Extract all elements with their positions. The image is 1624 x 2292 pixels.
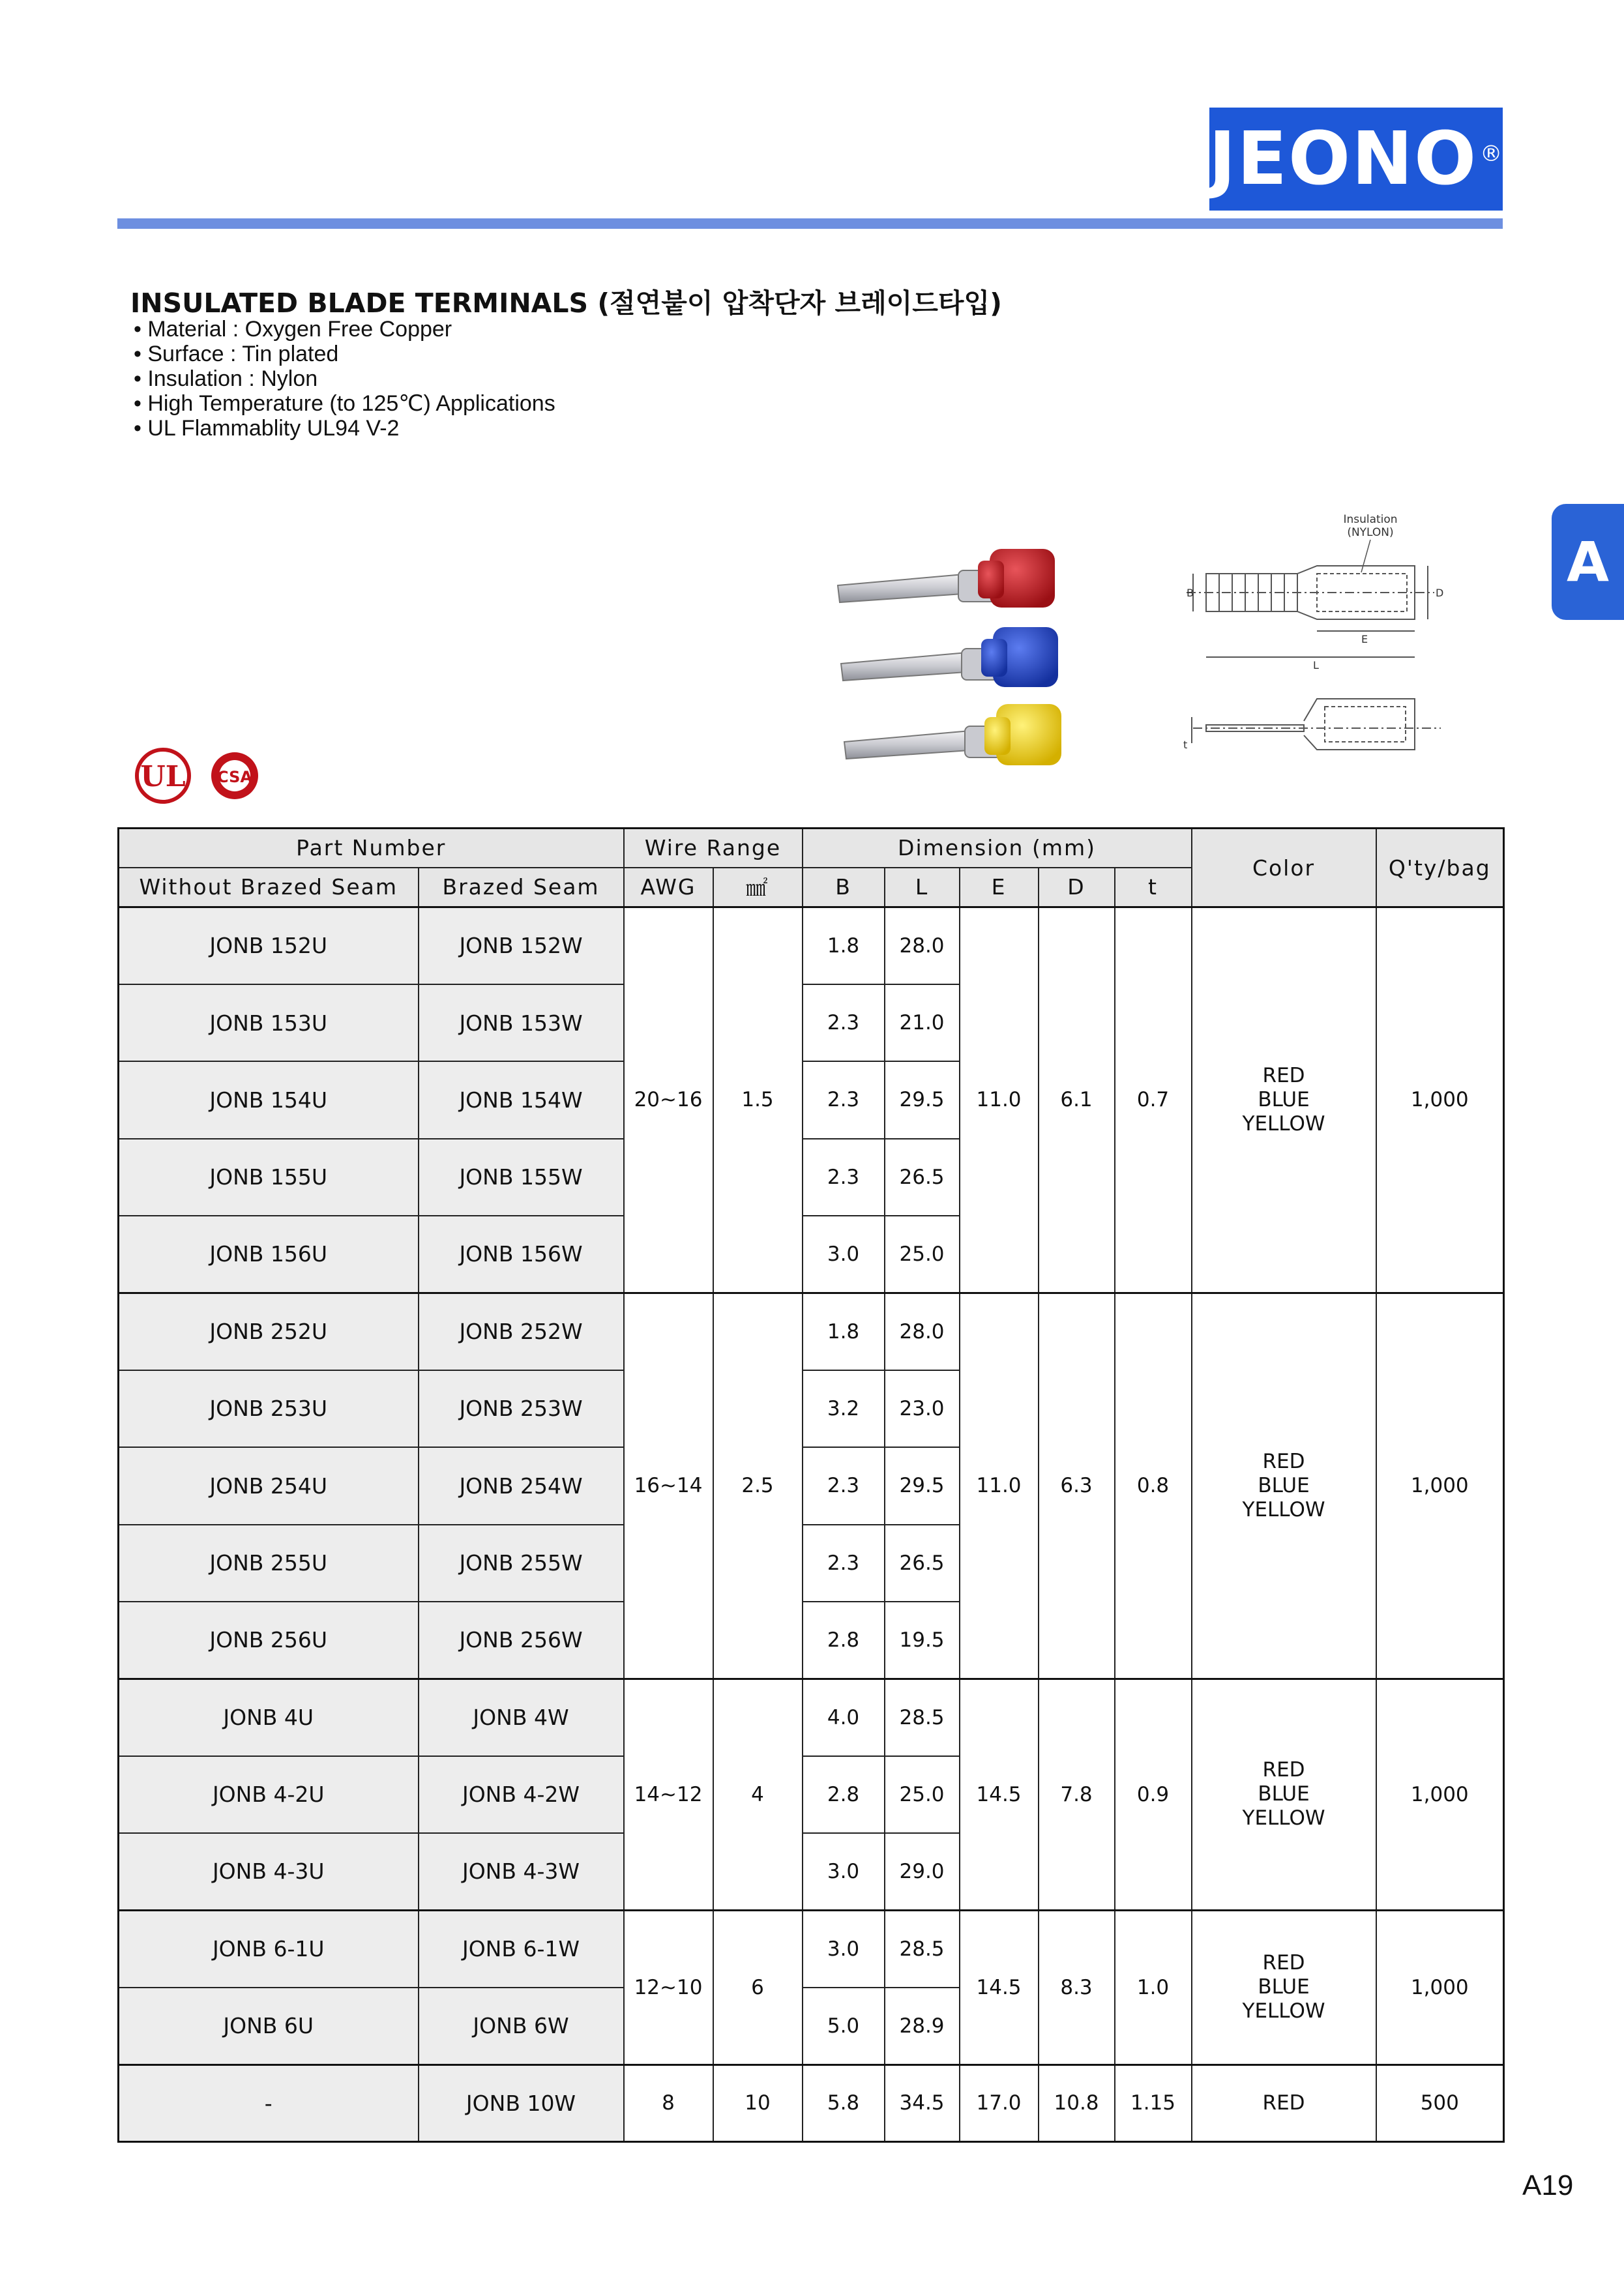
dim-e-cell: 14.5 xyxy=(960,1910,1039,2064)
awg-cell: 14~12 xyxy=(624,1679,713,1910)
part-number-brazed: JONB 156W xyxy=(419,1216,624,1293)
dim-l-cell: 34.5 xyxy=(885,2064,960,2141)
qty-cell: 1,000 xyxy=(1376,1910,1504,2064)
color-value: RED xyxy=(1262,1063,1305,1087)
header-divider xyxy=(117,218,1503,229)
page-number: A19 xyxy=(1522,2169,1574,2201)
part-number-brazed: JONB 152W xyxy=(419,907,624,984)
dim-l-label: L xyxy=(1313,659,1319,671)
header-part-number: Part Number xyxy=(119,829,624,868)
dim-b-cell: 2.3 xyxy=(803,1061,885,1138)
terminal-yellow xyxy=(844,704,1061,765)
ul-mark-icon xyxy=(137,750,189,802)
color-value: RED xyxy=(1262,1449,1305,1473)
dim-t-cell: 0.8 xyxy=(1115,1293,1192,1679)
dim-e-cell: 17.0 xyxy=(960,2064,1039,2141)
dim-l-cell: 21.0 xyxy=(885,984,960,1061)
table-row xyxy=(119,1679,1504,1756)
color-value: YELLOW xyxy=(1242,1111,1325,1136)
part-number-without-brazed: JONB 4-3U xyxy=(119,1833,419,1910)
awg-cell: 20~16 xyxy=(624,907,713,1293)
color-value: YELLOW xyxy=(1242,1497,1325,1521)
part-number-brazed: JONB 4W xyxy=(419,1679,624,1756)
part-number-brazed: JONB 6-1W xyxy=(419,1910,624,1987)
dim-b-cell: 3.0 xyxy=(803,1216,885,1293)
dim-b-cell: 1.8 xyxy=(803,1293,885,1370)
dim-l-cell: 19.5 xyxy=(885,1602,960,1679)
dim-b-cell: 5.8 xyxy=(803,2064,885,2141)
dim-d-label: D xyxy=(1436,587,1444,599)
ul-mark-text: UL xyxy=(140,760,186,793)
awg-cell: 16~14 xyxy=(624,1293,713,1679)
spec-table-body xyxy=(119,907,1504,2142)
part-number-brazed: JONB 153W xyxy=(419,984,624,1061)
color-value: BLUE xyxy=(1258,1473,1310,1497)
terminal-blue xyxy=(841,627,1058,687)
part-number-without-brazed: JONB 152U xyxy=(119,907,419,984)
terminal-red xyxy=(838,549,1055,608)
spec-list xyxy=(134,317,555,441)
brand-name: JEONO xyxy=(1208,117,1478,201)
header-dimension: Dimension (mm) xyxy=(803,829,1192,868)
qty-cell: 1,000 xyxy=(1376,1679,1504,1910)
spec-item: • UL Flammablity UL94 V-2 xyxy=(134,416,555,441)
dim-e-cell: 14.5 xyxy=(960,1679,1039,1910)
mm2-cell: 10 xyxy=(713,2064,803,2141)
mm2-cell: 6 xyxy=(713,1910,803,2064)
color-cell xyxy=(1192,2064,1376,2141)
header-e: E xyxy=(960,868,1039,907)
dim-b-cell: 1.8 xyxy=(803,907,885,984)
spec-item: • High Temperature (to 125℃) Applications xyxy=(134,391,555,416)
dim-l-cell: 26.5 xyxy=(885,1525,960,1602)
dim-l-cell: 28.5 xyxy=(885,1679,960,1756)
dim-t-cell: 1.0 xyxy=(1115,1910,1192,2064)
header-wire-range: Wire Range xyxy=(624,829,803,868)
dim-l-cell: 29.5 xyxy=(885,1447,960,1524)
part-number-without-brazed: JONB 255U xyxy=(119,1525,419,1602)
color-value: RED xyxy=(1262,1951,1305,1975)
part-number-brazed: JONB 10W xyxy=(419,2064,624,2141)
dim-l-cell: 25.0 xyxy=(885,1216,960,1293)
qty-cell: 1,000 xyxy=(1376,907,1504,1293)
part-number-brazed: JONB 254W xyxy=(419,1447,624,1524)
header-b: B xyxy=(803,868,885,907)
part-number-brazed: JONB 6W xyxy=(419,1988,624,2064)
dim-b-cell: 3.0 xyxy=(803,1910,885,1987)
part-number-without-brazed: JONB 155U xyxy=(119,1139,419,1216)
part-number-brazed: JONB 4-3W xyxy=(419,1833,624,1910)
part-number-brazed: JONB 253W xyxy=(419,1370,624,1447)
dim-t-cell: 0.9 xyxy=(1115,1679,1192,1910)
dim-e-cell: 11.0 xyxy=(960,907,1039,1293)
dim-b-cell: 5.0 xyxy=(803,1988,885,2064)
part-number-without-brazed: JONB 256U xyxy=(119,1602,419,1679)
header-l: L xyxy=(885,868,960,907)
qty-cell: 1,000 xyxy=(1376,1293,1504,1679)
part-number-without-brazed: JONB 253U xyxy=(119,1370,419,1447)
spec-item: • Material : Oxygen Free Copper xyxy=(134,317,555,342)
color-cell xyxy=(1192,1910,1376,2064)
dim-l-cell: 28.0 xyxy=(885,1293,960,1370)
dim-l-cell: 29.0 xyxy=(885,1833,960,1910)
header-color: Color xyxy=(1192,829,1376,907)
csa-mark-text: CSA xyxy=(217,768,252,786)
registered-mark: ® xyxy=(1480,141,1504,167)
color-value: RED xyxy=(1262,1758,1305,1782)
part-number-without-brazed: - xyxy=(119,2064,419,2141)
dim-b-cell: 4.0 xyxy=(803,1679,885,1756)
dim-t-cell: 1.15 xyxy=(1115,2064,1192,2141)
dim-d-cell: 6.1 xyxy=(1039,907,1115,1293)
dim-b-cell: 2.8 xyxy=(803,1602,885,1679)
dim-b-cell: 2.3 xyxy=(803,1139,885,1216)
part-number-brazed: JONB 154W xyxy=(419,1061,624,1138)
header-awg: AWG xyxy=(624,868,713,907)
dim-l-cell: 26.5 xyxy=(885,1139,960,1216)
color-cell xyxy=(1192,907,1376,1293)
insulation-label: Insulation xyxy=(1343,513,1398,526)
header-d: D xyxy=(1039,868,1115,907)
brand-logo xyxy=(1209,108,1503,211)
insulation-material-label: (NYLON) xyxy=(1347,526,1394,539)
color-value: BLUE xyxy=(1258,1975,1310,1999)
dim-l-cell: 23.0 xyxy=(885,1370,960,1447)
terminal-spec-table xyxy=(117,827,1505,2143)
dim-b-cell: 3.0 xyxy=(803,1833,885,1910)
table-row xyxy=(119,907,1504,984)
header-mm2: ㎟ xyxy=(713,868,803,907)
part-number-without-brazed: JONB 156U xyxy=(119,1216,419,1293)
part-number-brazed: JONB 256W xyxy=(419,1602,624,1679)
certification-marks xyxy=(134,743,277,808)
part-number-without-brazed: JONB 153U xyxy=(119,984,419,1061)
table-row xyxy=(119,2064,1504,2141)
header-without-brazed: Without Brazed Seam xyxy=(119,868,419,907)
part-number-brazed: JONB 252W xyxy=(419,1293,624,1370)
dim-d-cell: 8.3 xyxy=(1039,1910,1115,2064)
table-row xyxy=(119,1910,1504,1987)
dim-e-label: E xyxy=(1361,633,1368,645)
color-value: YELLOW xyxy=(1242,1806,1325,1830)
part-number-without-brazed: JONB 154U xyxy=(119,1061,419,1138)
table-row xyxy=(119,1293,1504,1370)
dim-l-cell: 28.0 xyxy=(885,907,960,984)
color-cell xyxy=(1192,1293,1376,1679)
dim-t-cell: 0.7 xyxy=(1115,907,1192,1293)
dim-l-cell: 28.5 xyxy=(885,1910,960,1987)
part-number-brazed: JONB 255W xyxy=(419,1525,624,1602)
page-title: INSULATED BLADE TERMINALS (절연붙이 압착단자 브레이드타입) xyxy=(130,287,1002,319)
awg-cell: 8 xyxy=(624,2064,713,2141)
product-photo xyxy=(821,535,1121,776)
mm2-cell: 2.5 xyxy=(713,1293,803,1679)
spec-item: • Insulation : Nylon xyxy=(134,366,555,391)
dim-b-cell: 2.3 xyxy=(803,984,885,1061)
mm2-cell: 4 xyxy=(713,1679,803,1910)
header-brazed: Brazed Seam xyxy=(419,868,624,907)
dim-l-cell: 25.0 xyxy=(885,1756,960,1833)
color-cell xyxy=(1192,1679,1376,1910)
part-number-brazed: JONB 4-2W xyxy=(419,1756,624,1833)
dim-b-cell: 2.3 xyxy=(803,1447,885,1524)
dim-e-cell: 11.0 xyxy=(960,1293,1039,1679)
dim-t-label: t xyxy=(1183,739,1188,751)
color-value: BLUE xyxy=(1258,1782,1310,1806)
part-number-without-brazed: JONB 6-1U xyxy=(119,1910,419,1987)
dim-d-cell: 7.8 xyxy=(1039,1679,1115,1910)
csa-mark-icon xyxy=(211,752,258,799)
mm2-cell: 1.5 xyxy=(713,907,803,1293)
color-value: RED xyxy=(1262,2091,1305,2115)
part-number-without-brazed: JONB 252U xyxy=(119,1293,419,1370)
dim-d-cell: 6.3 xyxy=(1039,1293,1115,1679)
dim-d-cell: 10.8 xyxy=(1039,2064,1115,2141)
section-tab[interactable]: A xyxy=(1552,504,1624,620)
dimension-drawing xyxy=(1154,508,1467,769)
dim-l-cell: 28.9 xyxy=(885,1988,960,2064)
header-qty: Q'ty/bag xyxy=(1376,829,1504,907)
color-value: YELLOW xyxy=(1242,1999,1325,2023)
header-t: t xyxy=(1115,868,1192,907)
part-number-brazed: JONB 155W xyxy=(419,1139,624,1216)
part-number-without-brazed: JONB 4U xyxy=(119,1679,419,1756)
spec-item: • Surface : Tin plated xyxy=(134,342,555,366)
dim-l-cell: 29.5 xyxy=(885,1061,960,1138)
dim-b-cell: 3.2 xyxy=(803,1370,885,1447)
dim-b-cell: 2.8 xyxy=(803,1756,885,1833)
part-number-without-brazed: JONB 254U xyxy=(119,1447,419,1524)
part-number-without-brazed: JONB 4-2U xyxy=(119,1756,419,1833)
awg-cell: 12~10 xyxy=(624,1910,713,2064)
part-number-without-brazed: JONB 6U xyxy=(119,1988,419,2064)
dim-b-label: B xyxy=(1187,587,1194,599)
qty-cell: 500 xyxy=(1376,2064,1504,2141)
color-value: BLUE xyxy=(1258,1087,1310,1111)
dim-b-cell: 2.3 xyxy=(803,1525,885,1602)
